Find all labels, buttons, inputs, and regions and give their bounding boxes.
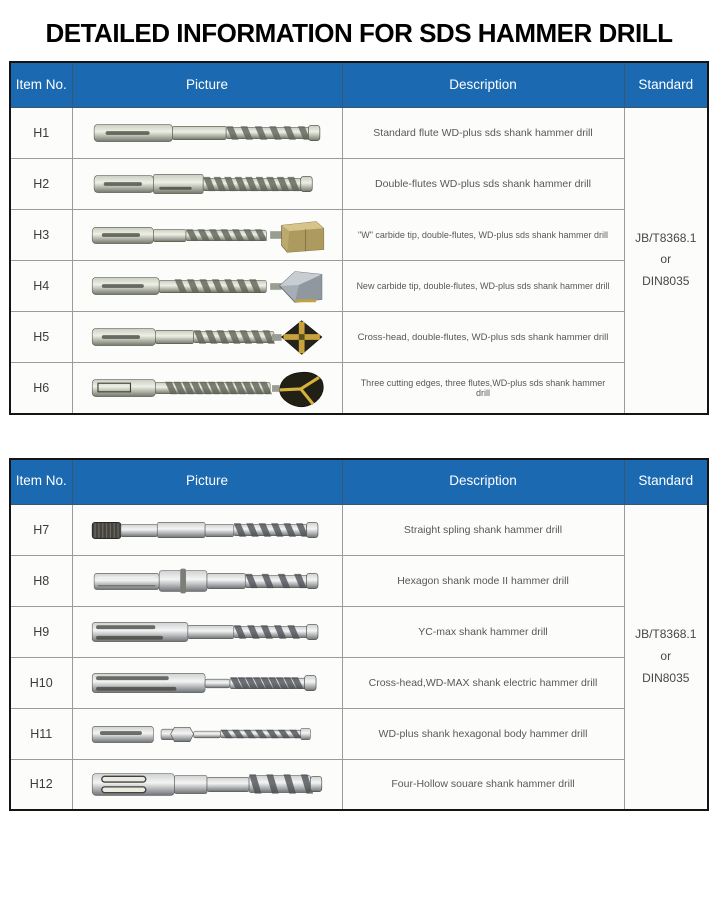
standard-cell: [624, 108, 708, 414]
drill-table-1: [9, 61, 709, 415]
column-header-description: Description: [342, 62, 624, 108]
description-cell: Standard flute WD-plus sds shank hammer drill: [342, 108, 624, 159]
column-header-description: Description: [342, 459, 624, 505]
item-no-cell: H1: [10, 108, 72, 159]
column-header-picture: Picture: [72, 459, 342, 505]
item-no-cell: H5: [10, 312, 72, 363]
item-no-cell: H12: [10, 759, 72, 810]
w-carbide-tip-drill-photo: [72, 210, 342, 261]
table-row: [10, 108, 708, 159]
standard-cell: [624, 504, 708, 810]
description-cell: Straight spling shank hammer drill: [342, 504, 624, 555]
description-cell: Cross-head,WD-MAX shank electric hammer drill: [342, 657, 624, 708]
table-row: [10, 555, 708, 606]
item-no-cell: H7: [10, 504, 72, 555]
drill-photo: [81, 712, 333, 756]
wd-max-shank-drill-photo: [72, 657, 342, 708]
page-title: DETAILED INFORMATION FOR SDS HAMMER DRILL: [45, 18, 673, 48]
item-no-cell: H6: [10, 363, 72, 414]
table-row: [10, 657, 708, 708]
drill-photo: [81, 162, 333, 206]
item-no-cell: H2: [10, 159, 72, 210]
description-cell: YC-max shank hammer drill: [342, 606, 624, 657]
drill-photo: [81, 559, 333, 603]
four-hollow-shank-drill-photo: [72, 759, 342, 810]
new-carbide-tip-drill-photo: [72, 261, 342, 312]
drill-photo: [81, 366, 333, 410]
drill-photo: [81, 610, 333, 654]
standard-line: or: [660, 648, 672, 663]
standard-line: JB/T8368.1: [635, 627, 697, 642]
drill-photo: [81, 264, 333, 308]
description-cell: "W" carbide tip, double-flutes, WD-plus sds shank hammer drill: [342, 210, 624, 261]
drill-photo: [81, 315, 333, 359]
column-header-item-no: Item No.: [10, 459, 72, 505]
description-cell: Three cutting edges, three flutes,WD-plus sds shank hammer drill: [342, 363, 624, 414]
table-row: [10, 504, 708, 555]
column-header-item-no: Item No.: [10, 62, 72, 108]
standard-flute-sds-drill-photo: [72, 108, 342, 159]
drill-photo: [81, 661, 333, 705]
description-cell: Four-Hollow souare shank hammer drill: [342, 759, 624, 810]
table-row: [10, 363, 708, 414]
column-header-picture: Picture: [72, 62, 342, 108]
item-no-cell: H4: [10, 261, 72, 312]
hex-body-drill-photo: [72, 708, 342, 759]
standard-line: or: [660, 252, 672, 267]
table-row: [10, 708, 708, 759]
table-row: [10, 210, 708, 261]
cross-head-drill-photo: [72, 312, 342, 363]
table-header-row: [10, 62, 708, 108]
table-row: [10, 312, 708, 363]
standard-line: JB/T8368.1: [635, 230, 697, 245]
standard-line: DIN8035: [642, 274, 690, 289]
table-row: [10, 606, 708, 657]
yc-max-shank-drill-photo: [72, 606, 342, 657]
three-edge-drill-photo: [72, 363, 342, 414]
description-cell: WD-plus shank hexagonal body hammer drill: [342, 708, 624, 759]
drill-photo: [81, 111, 333, 155]
item-no-cell: H10: [10, 657, 72, 708]
table-row: [10, 261, 708, 312]
drill-photo: [81, 508, 333, 552]
description-cell: Cross-head, double-flutes, WD-plus sds shank hammer drill: [342, 312, 624, 363]
column-header-standard: Standard: [624, 62, 708, 108]
item-no-cell: H11: [10, 708, 72, 759]
standard-line: DIN8035: [642, 670, 690, 685]
drill-table-2: [9, 458, 709, 812]
description-cell: Double-flutes WD-plus sds shank hammer drill: [342, 159, 624, 210]
table-header-row: [10, 459, 708, 505]
description-cell: Hexagon shank mode II hammer drill: [342, 555, 624, 606]
spline-shank-drill-photo: [72, 504, 342, 555]
column-header-standard: Standard: [624, 459, 708, 505]
table-row: [10, 759, 708, 810]
item-no-cell: H8: [10, 555, 72, 606]
item-no-cell: H3: [10, 210, 72, 261]
description-cell: New carbide tip, double-flutes, WD-plus sds shank hammer drill: [342, 261, 624, 312]
item-no-cell: H9: [10, 606, 72, 657]
double-flute-sds-drill-photo: [72, 159, 342, 210]
drill-photo: [81, 213, 333, 257]
hex-shank-drill-photo: [72, 555, 342, 606]
drill-photo: [81, 762, 333, 806]
table-row: [10, 159, 708, 210]
